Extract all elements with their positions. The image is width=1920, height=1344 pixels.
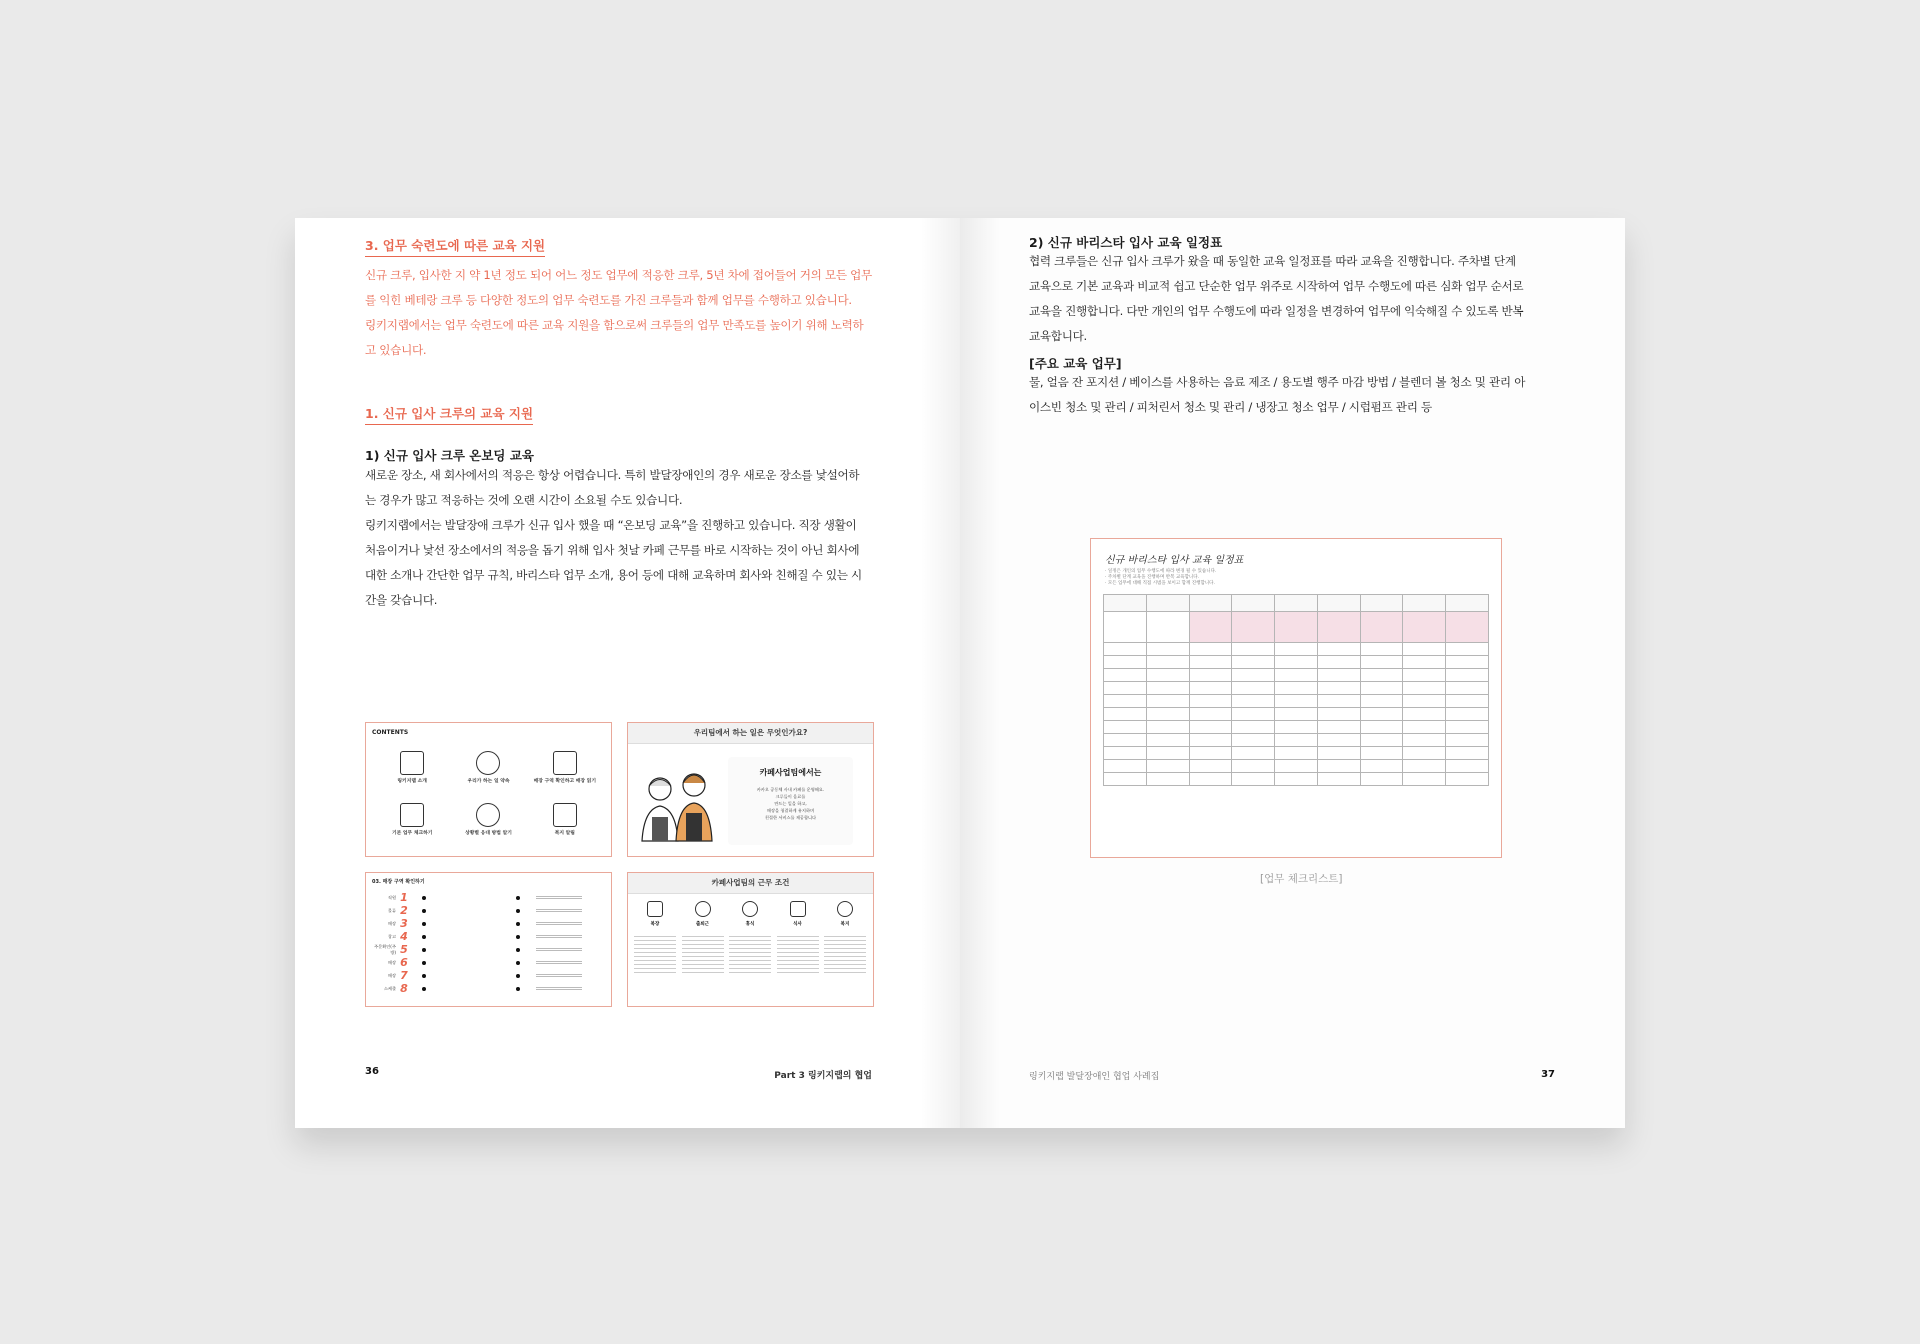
checklist-number: 3: [400, 917, 408, 930]
schedule-cell: [1446, 643, 1489, 656]
body-line: 협력 크루들은 신규 입사 크루가 왔을 때 동일한 교육 일정표를 따라 교육을 진행합니다. 주차별 단계: [1029, 254, 1516, 268]
checklist-label: 매장: [387, 959, 396, 965]
schedule-cell: [1104, 695, 1147, 708]
intro-paragraph: [365, 263, 915, 363]
checklist-number: 8: [400, 982, 408, 995]
schedule-image: [1090, 538, 1502, 858]
schedule-cell: [1146, 695, 1189, 708]
schedule-cell: [1360, 643, 1403, 656]
meal-icon: [790, 901, 806, 917]
schedule-cell: [1104, 669, 1147, 682]
schedule-cell: [1360, 747, 1403, 760]
schedule-cell: [1275, 595, 1318, 612]
bullet-dot: [422, 987, 426, 991]
schedule-cell: [1360, 595, 1403, 612]
checklist-row: [372, 943, 602, 956]
checklist-number: 5: [400, 943, 408, 956]
condition-column: 복장: [634, 901, 676, 973]
checklist-label: 물류: [387, 907, 396, 913]
bullet-dot: [422, 961, 426, 965]
schedule-row: [1104, 643, 1489, 656]
running-head: Part 3 링키지랩의 협업: [774, 1071, 872, 1081]
schedule-cell: [1146, 747, 1189, 760]
schedule-cell: [1275, 708, 1318, 721]
schedule-cell: [1317, 734, 1360, 747]
bullet-dot: [422, 896, 426, 900]
speech-bubble: [728, 757, 853, 845]
schedule-cell: [1360, 612, 1403, 643]
bubble-lines: 카카오 공동체 사내 카페를 운영해요. 크루들이 음료를 만드는 일을 하고, 매장을 청결하게 유지하며 친절한 서비스를 제공합니다: [756, 787, 825, 820]
condition-column: 복지: [824, 901, 866, 973]
schedule-cell: [1275, 643, 1318, 656]
checklist-text: [536, 960, 582, 965]
checklist-text: [536, 921, 582, 926]
checklist-row: [372, 917, 602, 930]
schedule-table: [1103, 594, 1489, 786]
handshake-icon: [476, 751, 500, 775]
schedule-cell: [1275, 669, 1318, 682]
condition-text: [729, 933, 771, 973]
checklist-row: [372, 982, 602, 995]
schedule-cell: [1146, 669, 1189, 682]
bullet-dot: [516, 987, 520, 991]
schedule-cell: [1232, 669, 1275, 682]
body-line: 대한 소개나 간단한 업무 규칙, 바리스타 업무 소개, 용어 등에 대해 교육하며 회사와 친해질 수 있는 시: [365, 568, 862, 582]
network-icon: [553, 751, 577, 775]
schedule-cell: [1403, 595, 1446, 612]
item-title: 2) 신규 바리스타 입사 교육 일정표: [1029, 235, 1223, 250]
bullet-dot: [516, 935, 520, 939]
schedule-row: [1104, 612, 1489, 643]
conditions-columns: [634, 901, 866, 973]
bullet-dot: [516, 974, 520, 978]
schedule-cell: [1317, 656, 1360, 669]
contents-title: CONTENTS: [372, 729, 409, 736]
schedule-row: [1104, 669, 1489, 682]
schedule-row: [1104, 695, 1489, 708]
schedule-cell: [1146, 721, 1189, 734]
intro-line: 고 있습니다.: [365, 343, 427, 357]
schedule-cell: [1189, 595, 1232, 612]
what-we-do-thumbnail: [627, 722, 874, 857]
gutter-shadow: [920, 218, 960, 1128]
schedule-cell: [1446, 612, 1489, 643]
checklist-label: 매장: [387, 920, 396, 926]
checklist-row: [372, 969, 602, 982]
schedule-cell: [1403, 682, 1446, 695]
schedule-cell: [1403, 695, 1446, 708]
schedule-cell: [1275, 682, 1318, 695]
checklist-row: [372, 904, 602, 917]
schedule-title: 신규 바리스타 입사 교육 일정표: [1105, 555, 1244, 566]
schedule-cell: [1446, 656, 1489, 669]
bullet-dot: [516, 896, 520, 900]
schedule-cell: [1446, 760, 1489, 773]
schedule-cell: [1104, 734, 1147, 747]
presentation-icon: [400, 751, 424, 775]
schedule-cell: [1275, 695, 1318, 708]
condition-text: [682, 933, 724, 973]
schedule-cell: [1189, 643, 1232, 656]
schedule-cell: [1446, 721, 1489, 734]
schedule-cell: [1360, 682, 1403, 695]
schedule-cell: [1232, 682, 1275, 695]
conditions-thumbnail: [627, 872, 874, 1007]
schedule-cell: [1403, 669, 1446, 682]
schedule-cell: [1232, 695, 1275, 708]
checklist-number: 4: [400, 930, 408, 943]
book-spread: [295, 218, 1625, 1128]
schedule-row: [1104, 595, 1489, 612]
schedule-cell: [1275, 656, 1318, 669]
contents-grid: [376, 747, 601, 847]
schedule-cell: [1146, 760, 1189, 773]
body-paragraph: [1029, 249, 1589, 349]
bullet-dot: [516, 948, 520, 952]
schedule-cell: [1146, 708, 1189, 721]
checklist-thumbnail: [365, 872, 612, 1007]
schedule-cell: [1104, 682, 1147, 695]
schedule-cell: [1360, 656, 1403, 669]
running-head: 링키지랩 발달장애인 협업 사례집: [1029, 1072, 1160, 1082]
intro-line: 링키지랩에서는 업무 숙련도에 따른 교육 지원을 함으로써 크루들의 업무 만족도를 높이기 위해 노력하: [365, 318, 864, 332]
contents-item: 링키지랩 소개: [376, 747, 448, 795]
schedule-cell: [1232, 708, 1275, 721]
schedule-cell: [1232, 721, 1275, 734]
image-caption: [업무 체크리스트]: [1260, 873, 1343, 885]
schedule-row: [1104, 682, 1489, 695]
checklist-number: 1: [400, 891, 408, 904]
schedule-cell: [1275, 734, 1318, 747]
bullet-dot: [422, 909, 426, 913]
schedule-cell: [1446, 734, 1489, 747]
schedule-cell: [1189, 747, 1232, 760]
schedule-cell: [1104, 747, 1147, 760]
schedule-cell: [1146, 595, 1189, 612]
schedule-cell: [1403, 612, 1446, 643]
checklist-text: [536, 895, 582, 900]
schedule-cell: [1275, 747, 1318, 760]
schedule-cell: [1146, 682, 1189, 695]
schedule-cell: [1104, 760, 1147, 773]
schedule-notes: · 일정은 개인의 업무 수행도에 따라 변경 될 수 있습니다. · 주차별 단계 교육을 진행하며 반복 교육합니다. · 모든 업무에 대해 직접 시범을 보이고 함께 진행합니다.: [1105, 569, 1217, 586]
schedule-cell: [1189, 669, 1232, 682]
schedule-cell: [1446, 747, 1489, 760]
schedule-cell: [1360, 669, 1403, 682]
condition-column: 식사: [777, 901, 819, 973]
contents-item: 기본 업무 체크하기: [376, 799, 448, 847]
schedule-cell: [1232, 734, 1275, 747]
schedule-cell: [1275, 721, 1318, 734]
body-line: 교육을 진행합니다. 다만 개인의 업무 수행도에 따라 일정을 변경하여 업무에 익숙해질 수 있도록 반복: [1029, 304, 1524, 318]
schedule-cell: [1189, 734, 1232, 747]
contents-item: 상황별 응대 방법 알기: [452, 799, 524, 847]
right-page: [960, 218, 1625, 1128]
body-line: 는 경우가 많고 적응하는 것에 오랜 시간이 소요될 수도 있습니다.: [365, 493, 683, 507]
coffee-icon: [742, 901, 758, 917]
schedule-row: [1104, 656, 1489, 669]
schedule-cell: [1189, 695, 1232, 708]
schedule-cell: [1317, 595, 1360, 612]
bullet-dot: [422, 974, 426, 978]
schedule-cell: [1317, 669, 1360, 682]
schedule-cell: [1317, 721, 1360, 734]
schedule-cell: [1446, 682, 1489, 695]
schedule-cell: [1189, 708, 1232, 721]
tasks-paragraph: [1029, 370, 1589, 420]
schedule-cell: [1403, 760, 1446, 773]
schedule-cell: [1104, 656, 1147, 669]
schedule-cell: [1317, 643, 1360, 656]
bullet-dot: [516, 961, 520, 965]
bubble-title: 카페사업팀에서는: [759, 768, 822, 777]
tasks-line: 물, 얼음 잔 포지션 / 베이스를 사용하는 음료 제조 / 용도별 행주 마감 방법 / 블렌더 볼 청소 및 관리 아: [1029, 375, 1526, 389]
contents-thumbnail: [365, 722, 612, 857]
condition-text: [634, 933, 676, 973]
checklist-text: [536, 908, 582, 913]
checklist-text: [536, 934, 582, 939]
schedule-cell: [1189, 682, 1232, 695]
schedule-cell: [1104, 643, 1147, 656]
checklist-label: 주문확인(주방): [374, 943, 396, 955]
schedule-cell: [1104, 595, 1147, 612]
checklist-label: 스케쥴: [383, 985, 396, 991]
checklist-text: [536, 986, 582, 991]
schedule-cell: [1232, 612, 1275, 643]
document-icon: [553, 803, 577, 827]
schedule-cell: [1446, 773, 1489, 786]
checklist-row: [372, 930, 602, 943]
sub-heading: 1. 신규 입사 크루의 교육 지원: [365, 404, 533, 425]
tasks-line: 이스빈 청소 및 관리 / 피처린서 청소 및 관리 / 냉장고 청소 업무 / 시럽펌프 관리 등: [1029, 400, 1432, 414]
schedule-cell: [1403, 708, 1446, 721]
schedule-cell: [1146, 773, 1189, 786]
body-line: 간을 갖습니다.: [365, 593, 438, 607]
people-icon: [476, 803, 500, 827]
schedule-cell: [1403, 734, 1446, 747]
schedule-cell: [1446, 695, 1489, 708]
contents-item: 우리가 하는 일 약속: [452, 747, 524, 795]
body-line: 링키지랩에서는 발달장애 크루가 신규 입사 했을 때 “온보딩 교육”을 진행하고 있습니다. 직장 생활이: [365, 518, 857, 532]
schedule-cell: [1232, 643, 1275, 656]
schedule-cell: [1146, 734, 1189, 747]
schedule-cell: [1189, 656, 1232, 669]
schedule-cell: [1189, 612, 1232, 643]
section-heading: 3. 업무 숙련도에 따른 교육 지원: [365, 236, 545, 257]
schedule-cell: [1317, 747, 1360, 760]
schedule-cell: [1275, 773, 1318, 786]
schedule-cell: [1403, 773, 1446, 786]
schedule-cell: [1403, 721, 1446, 734]
checklist-number: 7: [400, 969, 408, 982]
page-number: 36: [365, 1066, 379, 1077]
schedule-cell: [1104, 773, 1147, 786]
item-title: 1) 신규 입사 크루 온보딩 교육: [365, 448, 534, 463]
schedule-cell: [1232, 656, 1275, 669]
schedule-cell: [1360, 760, 1403, 773]
tasks-heading: [주요 교육 업무]: [1029, 356, 1122, 371]
intro-line: 를 익힌 베테랑 크루 등 다양한 정도의 업무 숙련도를 가진 크루들과 함께 업무를 수행하고 있습니다.: [365, 293, 852, 307]
bullet-dot: [422, 935, 426, 939]
schedule-cell: [1232, 595, 1275, 612]
schedule-cell: [1317, 612, 1360, 643]
schedule-cell: [1275, 612, 1318, 643]
body-line: 교육합니다.: [1029, 329, 1087, 343]
schedule-cell: [1403, 643, 1446, 656]
conditions-title: 카페사업팀의 근무 조건: [628, 873, 873, 894]
schedule-cell: [1189, 721, 1232, 734]
schedule-row: [1104, 773, 1489, 786]
bullet-dot: [422, 922, 426, 926]
schedule-cell: [1446, 595, 1489, 612]
schedule-row: [1104, 721, 1489, 734]
checklist-text: [536, 973, 582, 978]
schedule-cell: [1317, 760, 1360, 773]
checklist-row: [372, 891, 602, 904]
schedule-cell: [1317, 773, 1360, 786]
what-we-do-title: 우리팀에서 하는 일은 무엇인가요?: [628, 723, 873, 744]
left-page: [295, 218, 960, 1128]
schedule-cell: [1317, 682, 1360, 695]
checklist-text: [536, 947, 582, 952]
schedule-cell: [1317, 708, 1360, 721]
checklist-label: 매장: [387, 972, 396, 978]
checklist-title: 03. 매장 구역 확인하기: [372, 879, 425, 885]
contents-item: 매장 구역 확인하고 매장 읽기: [529, 747, 601, 795]
bullet-dot: [422, 948, 426, 952]
schedule-cell: [1189, 773, 1232, 786]
schedule-cell: [1446, 669, 1489, 682]
body-line: 처음이거나 낯선 장소에서의 적응을 돕기 위해 입사 첫날 카페 근무를 바로 시작하는 것이 아닌 회사에: [365, 543, 860, 557]
schedule-row: [1104, 734, 1489, 747]
gutter-shadow: [960, 218, 1000, 1128]
bullet-dot: [516, 909, 520, 913]
body-line: 새로운 장소, 새 회사에서의 적응은 항상 어렵습니다. 특히 발달장애인의 경우 새로운 장소를 낯설어하: [365, 468, 860, 482]
checklist-rows: [372, 891, 602, 995]
schedule-cell: [1232, 773, 1275, 786]
schedule-cell: [1360, 695, 1403, 708]
clock-icon: [695, 901, 711, 917]
contents-item: 복지 알림: [529, 799, 601, 847]
schedule-row: [1104, 760, 1489, 773]
checklist-icon: [400, 803, 424, 827]
schedule-cell: [1360, 721, 1403, 734]
schedule-cell: [1275, 760, 1318, 773]
checklist-label: 직원: [387, 894, 396, 900]
schedule-cell: [1403, 656, 1446, 669]
clothes-icon: [647, 901, 663, 917]
schedule-cell: [1360, 734, 1403, 747]
gift-icon: [837, 901, 853, 917]
schedule-row: [1104, 747, 1489, 760]
bullet-dot: [516, 922, 520, 926]
schedule-cell: [1232, 760, 1275, 773]
condition-text: [824, 933, 866, 973]
schedule-cell: [1446, 708, 1489, 721]
checklist-row: [372, 956, 602, 969]
body-line: 교육으로 기본 교육과 비교적 쉽고 단순한 업무 위주로 시작하여 업무 수행도에 따른 심화 업무 순서로: [1029, 279, 1524, 293]
schedule-cell: [1317, 695, 1360, 708]
condition-column: 휴식: [729, 901, 771, 973]
schedule-cell: [1189, 760, 1232, 773]
schedule-cell: [1360, 708, 1403, 721]
checklist-number: 6: [400, 956, 408, 969]
schedule-cell: [1146, 643, 1189, 656]
body-paragraph: [365, 463, 925, 613]
schedule-cell: [1360, 773, 1403, 786]
condition-text: [777, 933, 819, 973]
schedule-cell: [1146, 612, 1189, 643]
schedule-cell: [1104, 708, 1147, 721]
checklist-label: 창고: [387, 933, 396, 939]
intro-line: 신규 크루, 입사한 지 약 1년 정도 되어 어느 정도 업무에 적응한 크루, 5년 차에 접어들어 거의 모든 업무: [365, 268, 872, 282]
condition-column: 출퇴근: [682, 901, 724, 973]
baristas-illustration: [632, 761, 722, 851]
checklist-number: 2: [400, 904, 408, 917]
schedule-cell: [1146, 656, 1189, 669]
schedule-cell: [1232, 747, 1275, 760]
schedule-cell: [1403, 747, 1446, 760]
schedule-row: [1104, 708, 1489, 721]
page-number: 37: [1541, 1069, 1555, 1080]
schedule-cell: [1104, 612, 1147, 643]
schedule-cell: [1104, 721, 1147, 734]
